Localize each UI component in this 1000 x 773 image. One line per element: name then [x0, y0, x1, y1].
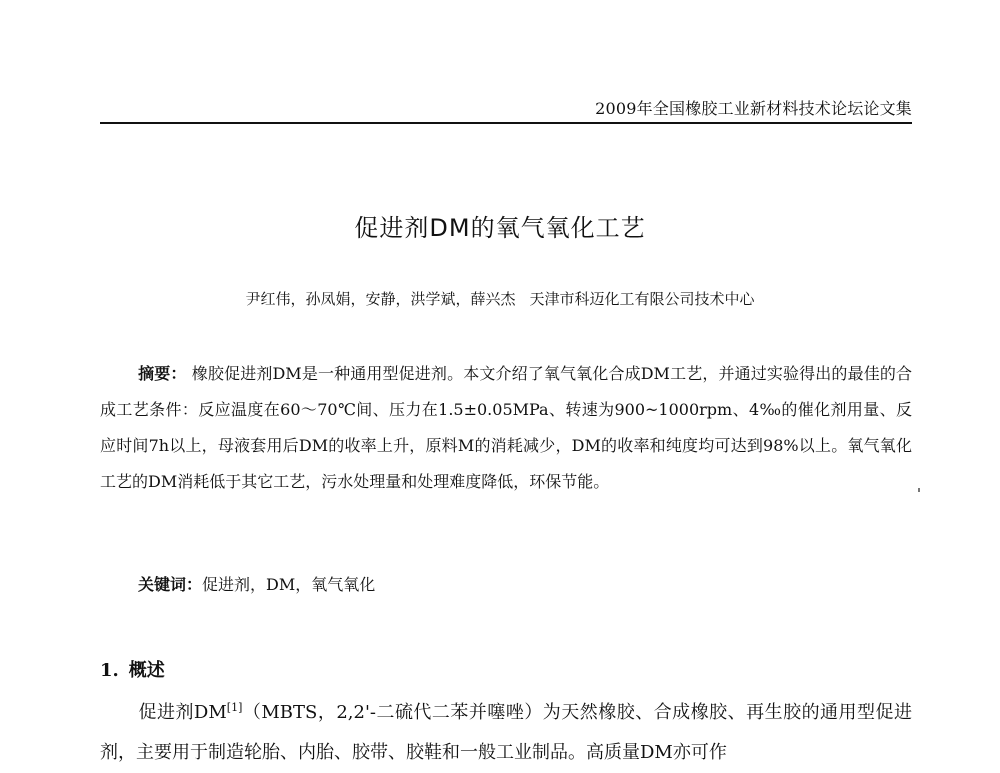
- margin-mark: [918, 488, 920, 492]
- abstract-label: 摘要：: [138, 364, 187, 383]
- header-rule: [100, 122, 912, 124]
- paper-title: 促进剂DM的氧气氧化工艺: [354, 214, 646, 242]
- keywords-text: 促进剂，DM，氧气氧化: [202, 575, 376, 594]
- author-affiliation: 天津市科迈化工有限公司技术中心: [529, 290, 755, 308]
- paragraph-start: 促进剂DM: [138, 702, 227, 723]
- keywords-line: [138, 572, 918, 595]
- section-paragraph: [100, 688, 912, 773]
- paragraph-rest: （MBTS，2,2'-二硫代二苯并噻唑）为天然橡胶、合成橡胶、再生胶的通用型促进剂，主要用于制造轮胎、内胎、胶带、胶鞋和一般工业制品。高质量DM亦可作: [100, 702, 912, 763]
- citation-ref: [1]: [226, 701, 243, 714]
- section-heading: [100, 656, 165, 682]
- keywords-label: 关键词：: [138, 575, 203, 594]
- abstract-block: [100, 356, 912, 500]
- section-number: 1.: [100, 660, 119, 681]
- section-title-text: 概述: [128, 660, 165, 681]
- running-header: 2009年全国橡胶工业新材料技术论坛论文集: [595, 99, 912, 118]
- author-line: [0, 288, 1000, 309]
- abstract-text: 橡胶促进剂DM是一种通用型促进剂。本文介绍了氧气氧化合成DM工艺，并通过实验得出的最佳的合成工艺条件：反应温度在60～70℃间、压力在1.5±0.05MPa、转速为900~1000rpm、4‰的催化剂用量、反应时间7h以上，母液套用后DM的收率上升，原料M的消耗减少，DM的收率和纯度均可达到98%以上。氧气氧化工艺的DM消耗低于其它工艺，污水处理量和处理难度降低，环保节能。: [100, 364, 912, 491]
- author-names: 尹红伟，孙凤娟，安静，洪学斌，薛兴杰: [245, 290, 516, 308]
